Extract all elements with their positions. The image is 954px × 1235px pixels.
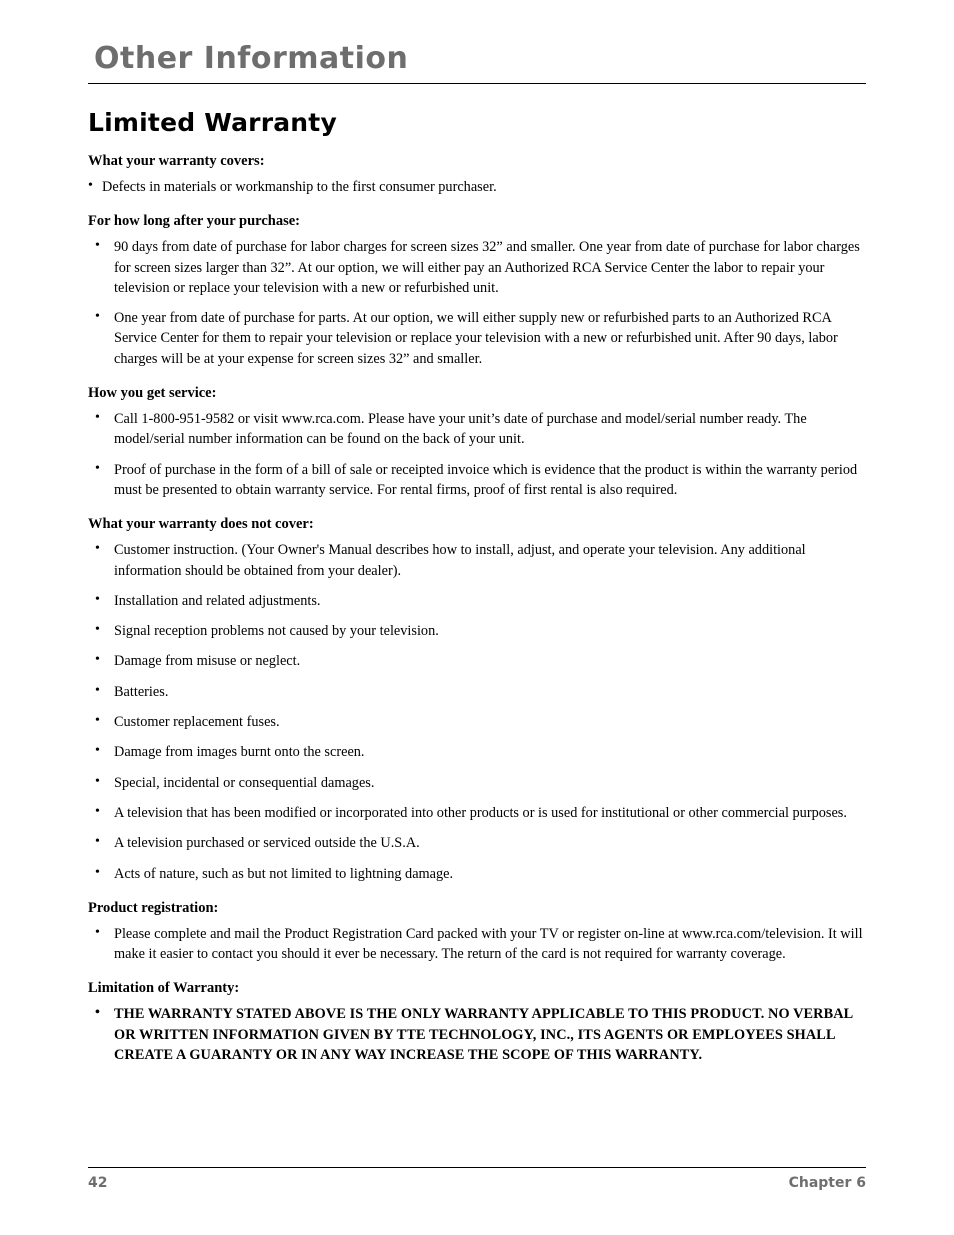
list-item: • One year from date of purchase for parts. At our option, we will either supply new or refurbished parts to an Authorized RCA Service Center for them to repair your television or replace your television with a new or refurbished unit. After 90 days, labor charges will be at your expense for screen sizes 32” and smaller. — [88, 308, 866, 369]
section-heading: Product registration: — [88, 899, 219, 916]
section-heading: For how long after your purchase: — [88, 213, 300, 230]
list-item: • A television purchased or serviced outside the U.S.A. — [88, 833, 866, 853]
list-item: • Special, incidental or consequential damages. — [88, 773, 866, 793]
section-list — [88, 177, 866, 197]
page-footer — [88, 1167, 866, 1191]
page-title: Limited Warranty — [88, 108, 337, 137]
section-heading: How you get service: — [88, 385, 217, 402]
list-item: • Defects in materials or workmanship to the first consumer purchaser. — [88, 177, 866, 197]
section-list — [88, 409, 866, 500]
chapter-label: Chapter 6 — [788, 1175, 866, 1191]
section-heading: What your warranty covers: — [88, 153, 265, 169]
list-item: • THE WARRANTY STATED ABOVE IS THE ONLY WARRANTY APPLICABLE TO THIS PRODUCT. NO VERBAL OR WRITTEN INFORMATION GIVEN BY TTE TECHNOLOGY, INC., ITS AGENTS OR EMPLOYEES SHALL CREATE A GUARANTY OR IN ANY WAY INCREASE THE SCOPE OF THIS WARRANTY. — [88, 1004, 866, 1065]
page-number: 42 — [88, 1175, 108, 1191]
list-item: • Batteries. — [88, 682, 866, 702]
list-item: • Customer replacement fuses. — [88, 712, 866, 732]
list-item: • A television that has been modified or incorporated into other products or is used for institutional or other commercial purposes. — [88, 803, 866, 823]
footer-row — [88, 1168, 866, 1191]
list-item: • Call 1-800-951-9582 or visit www.rca.com. Please have your unit’s date of purchase and model/serial number ready. The model/serial number information can be found on the back of your unit. — [88, 409, 866, 450]
section-heading: What your warranty does not cover: — [88, 516, 314, 533]
list-item: • Proof of purchase in the form of a bill of sale or receipted invoice which is evidence that the product is within the warranty period must be presented to obtain warranty service. For rental firms, proof of first rental is also required. — [88, 460, 866, 501]
list-item: • Please complete and mail the Product Registration Card packed with your TV or register on-line at www.rca.com/television. It will make it easier to contact you should it ever be necessary. The return of the card is not required for warranty coverage. — [88, 924, 866, 965]
list-item: • Signal reception problems not caused by your television. — [88, 621, 866, 641]
list-item: • Customer instruction. (Your Owner's Manual describes how to install, adjust, and operate your television. Any additional information should be obtained from your dealer). — [88, 540, 866, 581]
list-item: • Damage from misuse or neglect. — [88, 651, 866, 671]
section-heading: Limitation of Warranty: — [88, 980, 240, 997]
section-list — [88, 540, 866, 884]
list-item: • Damage from images burnt onto the screen. — [88, 742, 866, 762]
document-content — [88, 84, 866, 1065]
section-list — [88, 1004, 866, 1065]
section-list — [88, 924, 866, 965]
list-item: • 90 days from date of purchase for labor charges for screen sizes 32” and smaller. One year from date of purchase for labor charges for screen sizes larger than 32”. At our option, we will either pay an Authorized RCA Service Center the labor to repair your television or replace your television with a new or refurbished unit. — [88, 237, 866, 298]
list-item: • Acts of nature, such as but not limited to lightning damage. — [88, 864, 866, 884]
section-list — [88, 237, 866, 369]
list-item: • Installation and related adjustments. — [88, 591, 866, 611]
page-header — [88, 0, 866, 84]
page-header-title: Other Information — [94, 41, 409, 76]
